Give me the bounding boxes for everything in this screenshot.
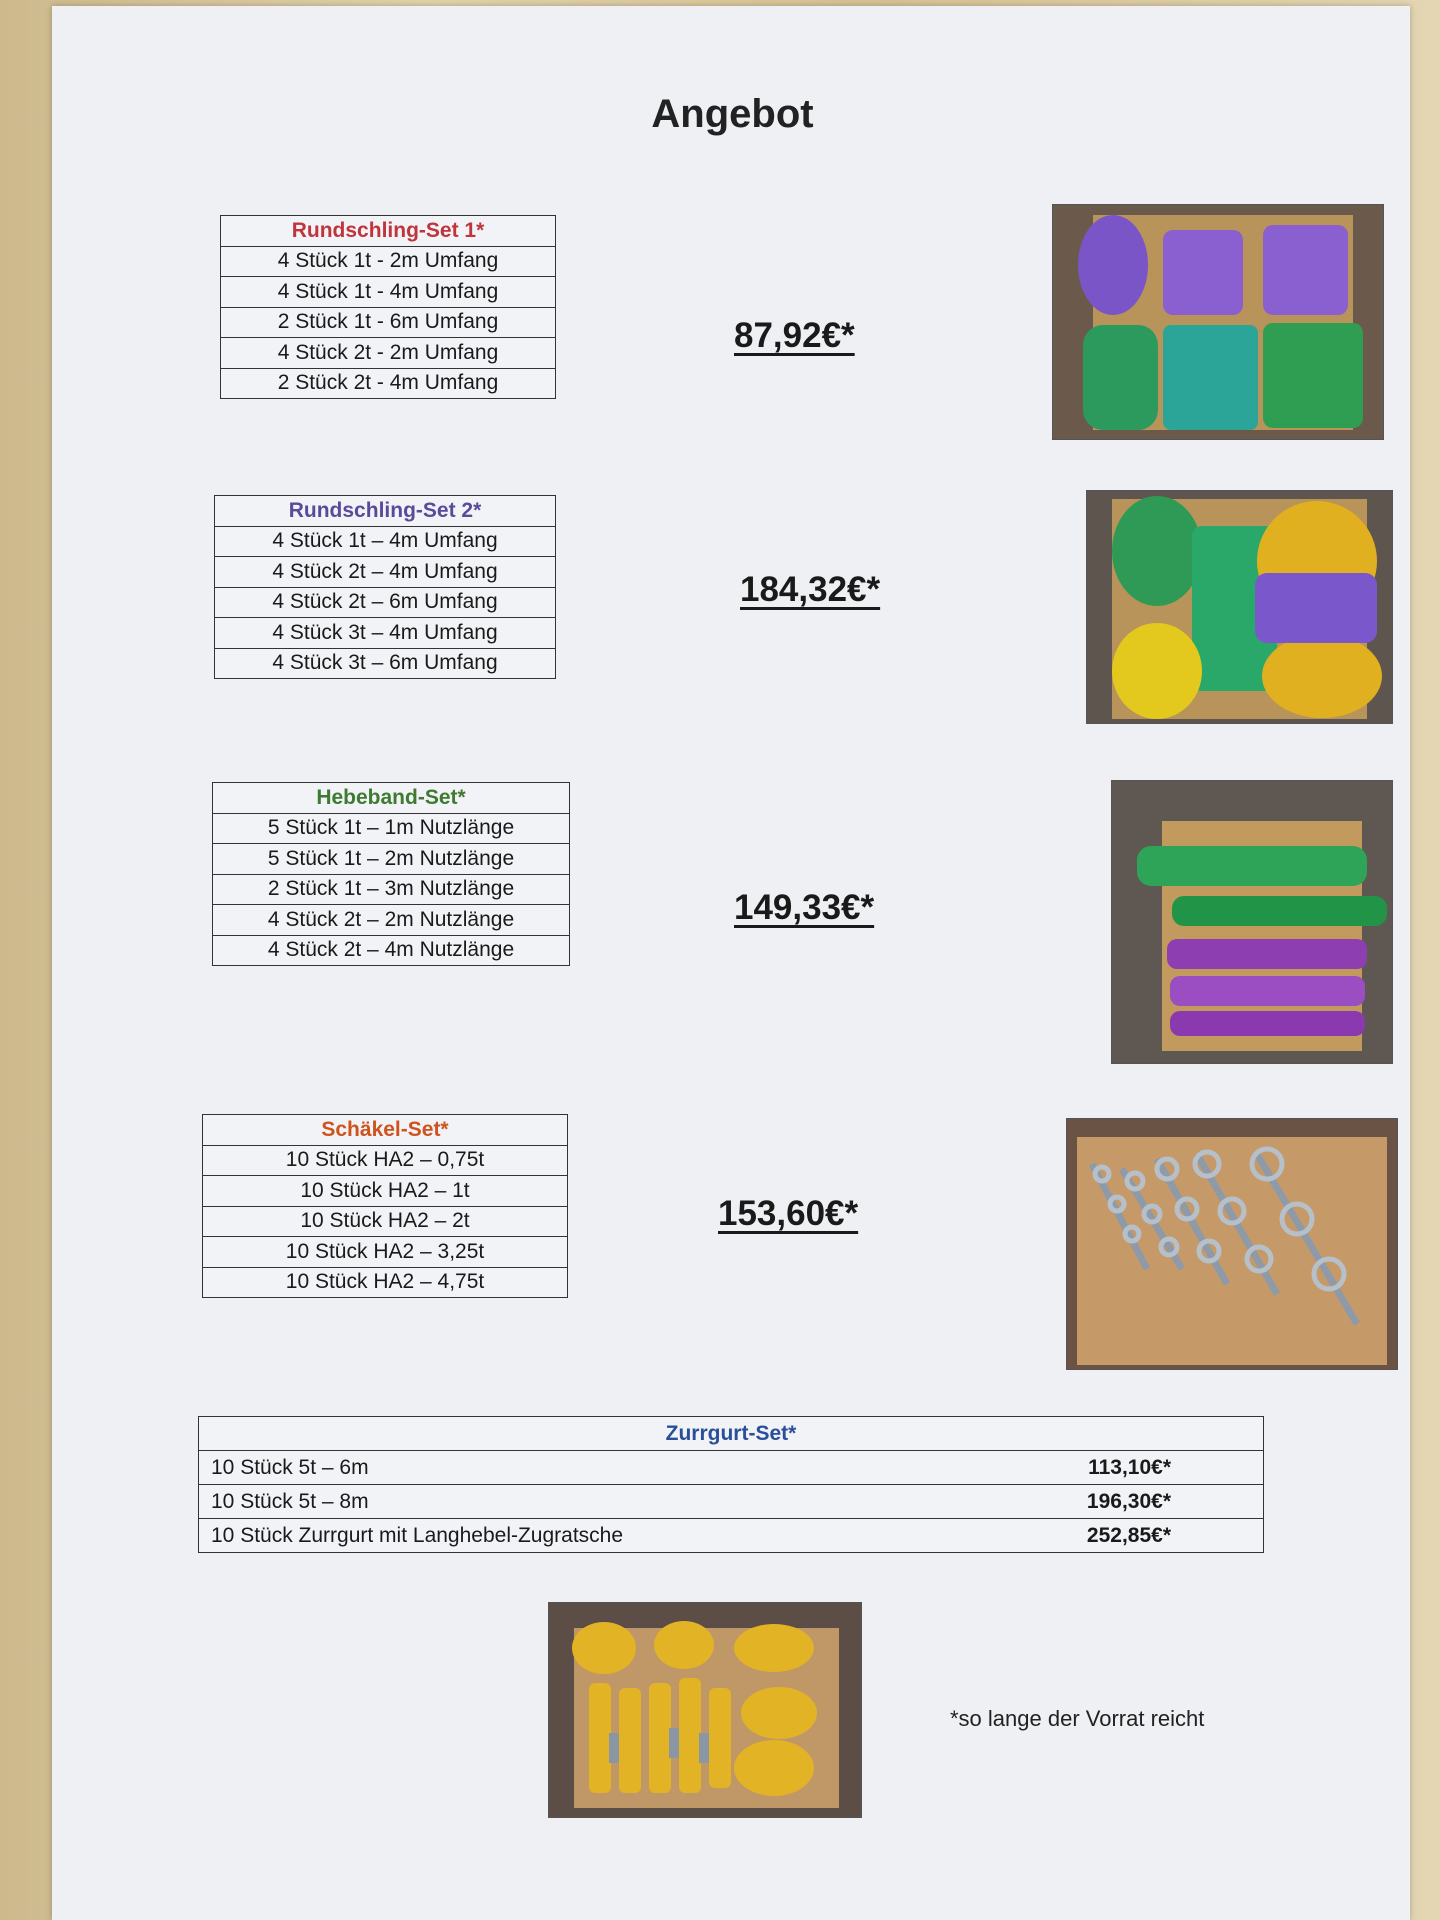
set-row: 10 Stück HA2 – 3,25t xyxy=(203,1237,568,1268)
page-title: Angebot xyxy=(651,92,814,136)
zurrgurt-row-price: 196,30€* xyxy=(942,1485,1263,1519)
zurrgurt-table xyxy=(198,1416,1264,1553)
set-table-1 xyxy=(220,215,556,399)
round-slings-mixed-icon xyxy=(1086,490,1393,724)
lifting-straps-icon xyxy=(1111,780,1393,1064)
set-row: 4 Stück 3t – 6m Umfang xyxy=(215,648,556,679)
set-row: 4 Stück 2t – 6m Umfang xyxy=(215,587,556,618)
zurrgurt-row-price: 252,85€* xyxy=(942,1519,1263,1553)
shackles-icon xyxy=(1066,1118,1398,1370)
set-price-3: 149,33€* xyxy=(734,888,875,927)
set-table-2 xyxy=(214,495,556,679)
set-row: 4 Stück 2t – 4m Nutzlänge xyxy=(213,935,570,966)
set-heading: Schäkel-Set* xyxy=(203,1115,568,1146)
round-slings-purple-green-icon xyxy=(1052,204,1384,440)
zurrgurt-heading: Zurrgurt-Set* xyxy=(199,1417,1264,1451)
zurrgurt-row-price: 113,10€* xyxy=(942,1451,1263,1485)
set-row: 4 Stück 1t - 4m Umfang xyxy=(221,277,556,308)
set-row: 10 Stück HA2 – 1t xyxy=(203,1176,568,1207)
set-row: 2 Stück 1t - 6m Umfang xyxy=(221,307,556,338)
set-heading: Rundschling-Set 1* xyxy=(221,216,556,247)
set-row: 4 Stück 2t – 2m Nutzlänge xyxy=(213,905,570,936)
set-row: 10 Stück HA2 – 0,75t xyxy=(203,1145,568,1176)
set-row: 10 Stück HA2 – 2t xyxy=(203,1206,568,1237)
zurrgurt-row-desc: 10 Stück 5t – 8m xyxy=(199,1485,943,1519)
set-table-3 xyxy=(212,782,570,966)
set-row: 5 Stück 1t – 1m Nutzlänge xyxy=(213,813,570,844)
set-row: 10 Stück HA2 – 4,75t xyxy=(203,1267,568,1298)
stock-footnote: *so lange der Vorrat reicht xyxy=(950,1706,1205,1731)
set-table-4 xyxy=(202,1114,568,1298)
set-row: 4 Stück 1t – 4m Umfang xyxy=(215,526,556,557)
zurrgurt-row-desc: 10 Stück Zurrgurt mit Langhebel-Zugratsche xyxy=(199,1519,943,1553)
zurrgurt-row-desc: 10 Stück 5t – 6m xyxy=(199,1451,943,1485)
set-heading: Rundschling-Set 2* xyxy=(215,496,556,527)
set-row: 2 Stück 2t - 4m Umfang xyxy=(221,368,556,399)
set-row: 2 Stück 1t – 3m Nutzlänge xyxy=(213,874,570,905)
set-price-1: 87,92€* xyxy=(734,316,855,355)
set-row: 4 Stück 1t - 2m Umfang xyxy=(221,246,556,277)
set-row: 5 Stück 1t – 2m Nutzlänge xyxy=(213,844,570,875)
set-row: 4 Stück 2t – 4m Umfang xyxy=(215,557,556,588)
set-price-2: 184,32€* xyxy=(740,570,881,609)
set-row: 4 Stück 2t - 2m Umfang xyxy=(221,338,556,369)
ratchet-straps-icon xyxy=(548,1602,862,1818)
set-row: 4 Stück 3t – 4m Umfang xyxy=(215,618,556,649)
set-heading: Hebeband-Set* xyxy=(213,783,570,814)
set-price-4: 153,60€* xyxy=(718,1194,859,1233)
